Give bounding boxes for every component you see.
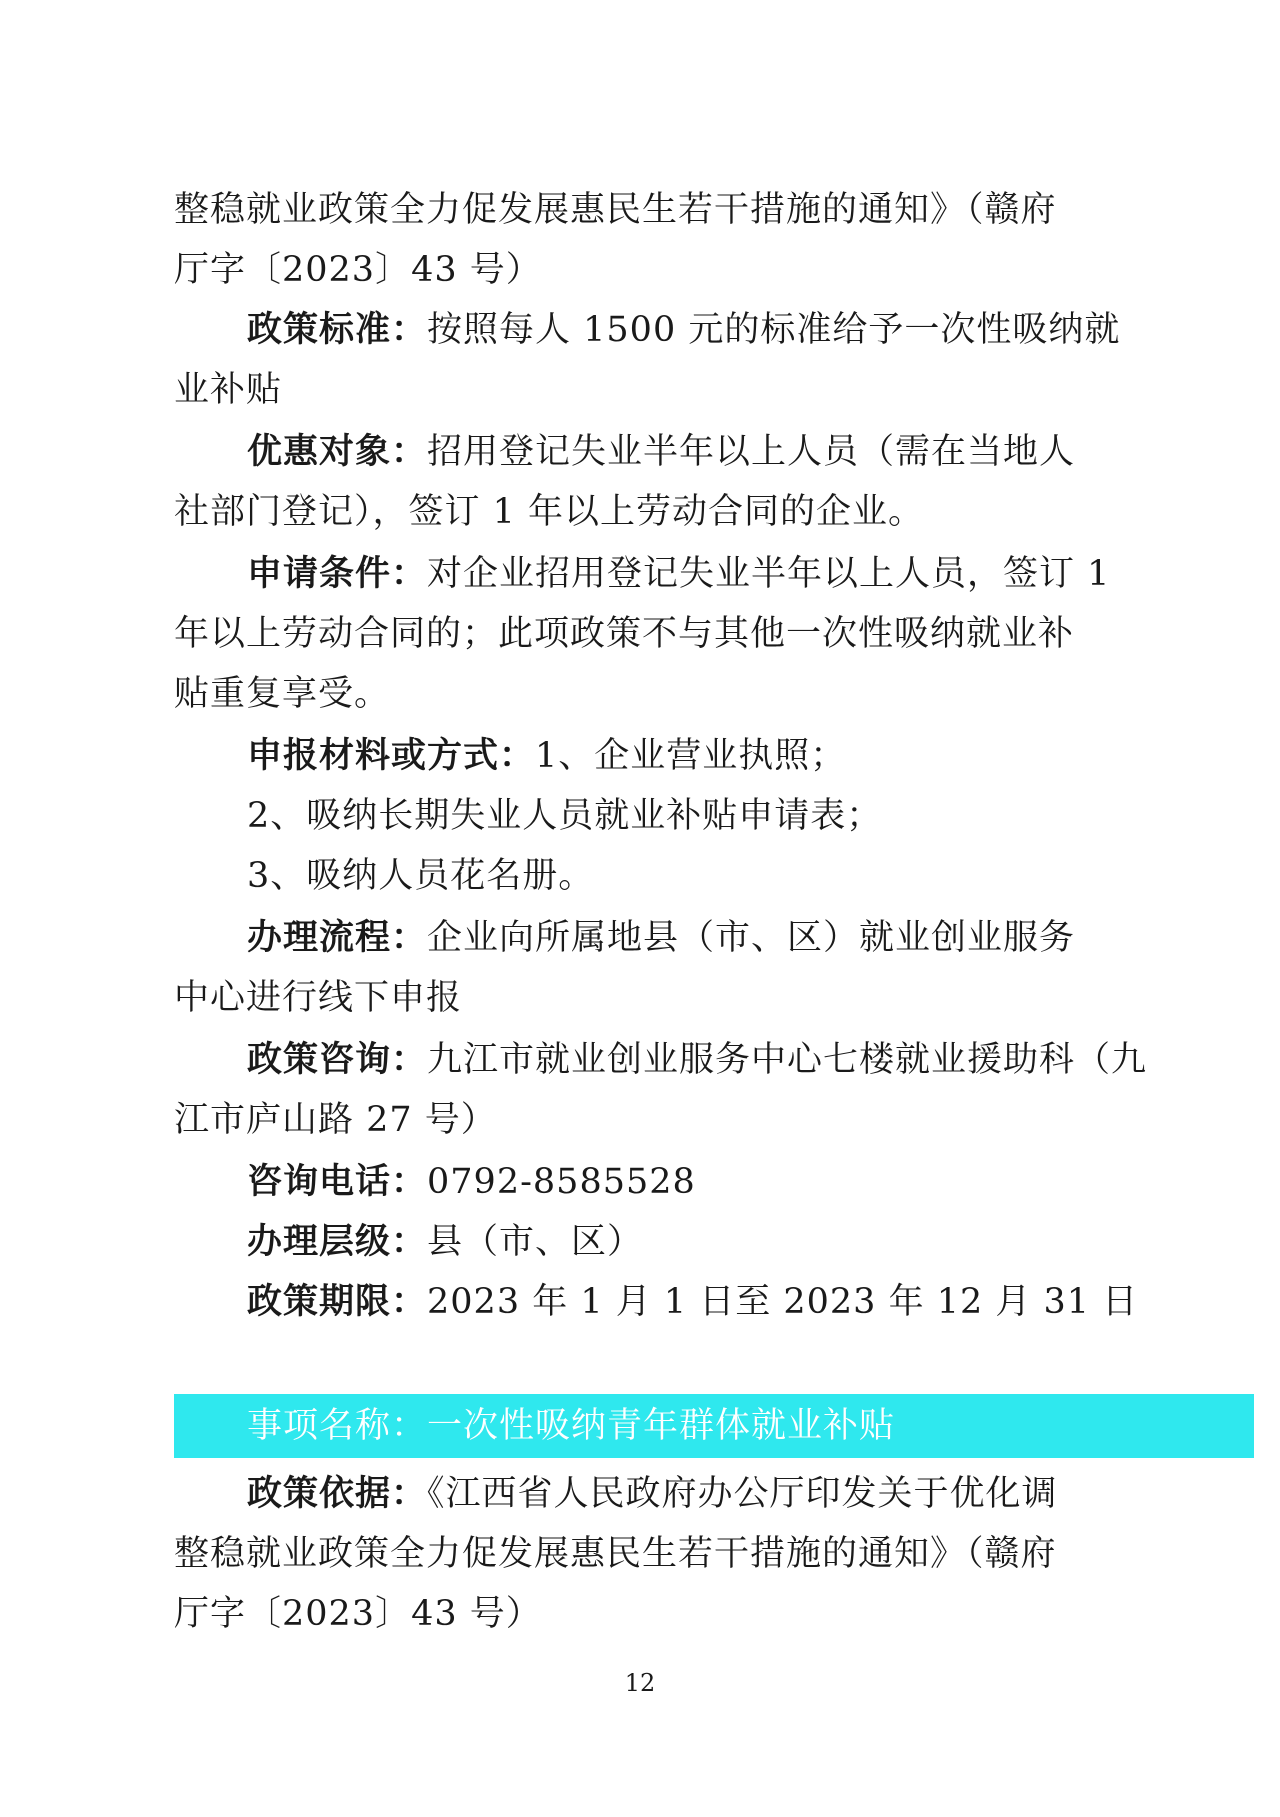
materials-item: 2、吸纳长期失业人员就业补贴申请表； <box>247 796 883 836</box>
policy-standard-text: 按照每人 1500 元的标准给予一次性吸纳就 <box>427 310 1121 350</box>
period-label: 政策期限： <box>247 1281 428 1322</box>
consult-text: 九江市就业创业服务中心七楼就业援助科（九 <box>427 1040 1148 1080</box>
body-text-line: 贴重复享受。 <box>174 674 391 714</box>
body-text-line: 厅字〔2023〕43 号） <box>174 1594 542 1634</box>
beneficiary-line <box>247 432 1177 472</box>
period-text: 2023 年 1 月 1 日至 2023 年 12 月 31 日 <box>427 1282 1139 1322</box>
materials-item: 3、吸纳人员花名册。 <box>247 856 595 896</box>
policy-standard-label: 政策标准： <box>247 309 428 350</box>
body-text-line: 业补贴 <box>174 370 283 410</box>
materials-label: 申报材料或方式： <box>247 735 536 776</box>
policy-standard-line <box>247 310 1177 350</box>
basis-line <box>247 1474 1177 1514</box>
process-label: 办理流程： <box>247 917 428 958</box>
process-line <box>247 918 1177 958</box>
body-text-line: 中心进行线下申报 <box>174 978 463 1018</box>
beneficiary-label: 优惠对象： <box>247 431 428 472</box>
item-name-title: 事项名称：一次性吸纳青年群体就业补贴 <box>247 1406 896 1446</box>
consult-label: 政策咨询： <box>247 1039 428 1080</box>
level-text: 县（市、区） <box>427 1222 644 1262</box>
conditions-line <box>247 554 1177 594</box>
level-line <box>247 1222 1177 1262</box>
materials-line <box>247 736 1177 776</box>
beneficiary-text: 招用登记失业半年以上人员（需在当地人 <box>427 432 1076 472</box>
body-text-line: 整稳就业政策全力促发展惠民生若干措施的通知》（赣府 <box>174 1534 1057 1574</box>
body-text-line: 整稳就业政策全力促发展惠民生若干措施的通知》（赣府 <box>174 190 1057 230</box>
materials-text: 1、企业营业执照； <box>535 736 847 776</box>
consult-line <box>247 1040 1177 1080</box>
body-text-line: 社部门登记），签订 1 年以上劳动合同的企业。 <box>174 492 925 532</box>
period-line <box>247 1282 1177 1322</box>
conditions-label: 申请条件： <box>247 553 428 594</box>
process-text: 企业向所属地县（市、区）就业创业服务 <box>427 918 1076 958</box>
basis-label: 政策依据： <box>247 1473 428 1514</box>
phone-line <box>247 1162 1177 1202</box>
basis-text: 《江西省人民政府办公厅印发关于优化调 <box>427 1474 1058 1514</box>
conditions-text: 对企业招用登记失业半年以上人员，签订 1 <box>427 554 1111 594</box>
phone-number: 0792-8585528 <box>427 1162 696 1202</box>
level-label: 办理层级： <box>247 1221 428 1262</box>
body-text-line: 厅字〔2023〕43 号） <box>174 250 542 290</box>
body-text-line: 年以上劳动合同的；此项政策不与其他一次性吸纳就业补 <box>174 614 1075 654</box>
item-name-banner <box>174 1394 1254 1458</box>
body-text-line: 江市庐山路 27 号） <box>174 1100 497 1140</box>
phone-label: 咨询电话： <box>247 1161 428 1202</box>
page-number: 12 <box>624 1669 656 1697</box>
